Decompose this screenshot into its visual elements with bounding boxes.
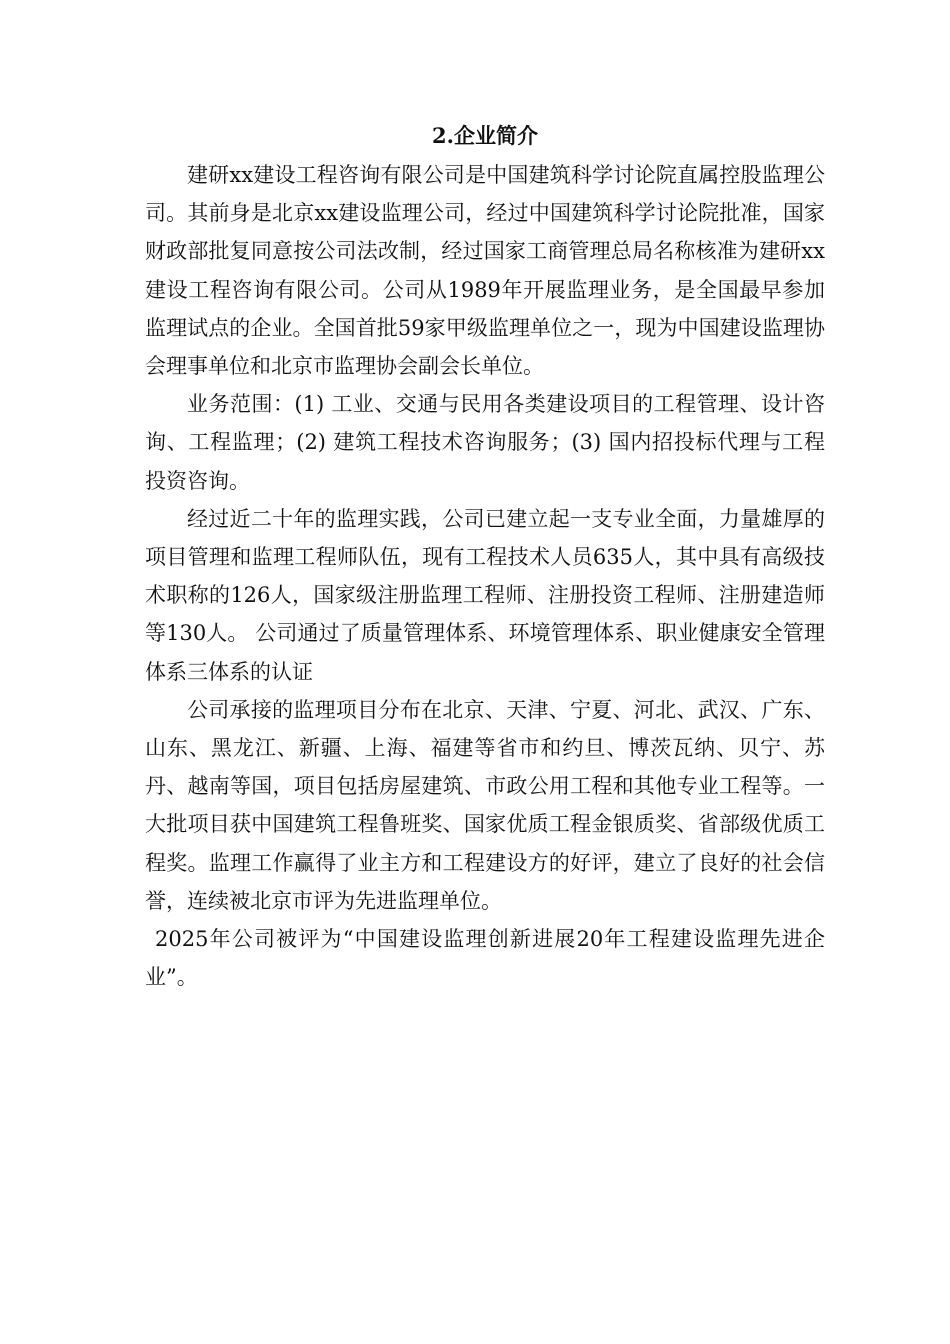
paragraph-team-and-certification: 经过近二十年的监理实践，公司已建立起一支专业全面，力量雄厚的项目管理和监理工程师队伍，现有工程技术人员635人，其中具有高级技术职称的126人，国家级注册监理工程师、注册投资工程师、注册建造师等130人。 公司通过了质量管理体系、环境管理体系、职业健康安全管理体系三体系的认证 [145,506,825,684]
document-content [145,120,825,996]
section-title: 2.企业简介 [432,123,538,148]
paragraph-company-intro: 建研xx建设工程咨询有限公司是中国建筑科学讨论院直属控股监理公司。其前身是北京xx建设监理公司，经过中国建筑科学讨论院批准，国家财政部批复同意按公司法改制，经过国家工商管理总局名称核准为建研xx建设工程咨询有限公司。公司从1989年开展监理业务，是全国最早参加监理试点的企业。全国首批59家甲级监理单位之一，现为中国建设监理协会理事单位和北京市监理协会副会长单位。 [145,163,825,379]
paragraph-projects-and-awards: 公司承接的监理项目分布在北京、天津、宁夏、河北、武汉、广东、山东、黑龙江、新疆、上海、福建等省市和约旦、博茨瓦纳、贝宁、苏丹、越南等国，项目包括房屋建筑、市政公用工程和其他专业工程等。一大批项目获中国建筑工程鲁班奖、国家优质工程金银质奖、省部级优质工程奖。监理工作赢得了业主方和工程建设方的好评，建立了良好的社会信誉，连续被北京市评为先进监理单位。 [145,697,825,913]
paragraph-2025-award: 2025年公司被评为“中国建设监理创新进展20年工程建设监理先进企业”。 [145,927,825,990]
paragraph-business-scope: 业务范围：(1) 工业、交通与民用各类建设项目的工程管理、设计咨询、工程监理；(2) 建筑工程技术咨询服务；(3) 国内招投标代理与工程投资咨询。 [145,392,825,493]
